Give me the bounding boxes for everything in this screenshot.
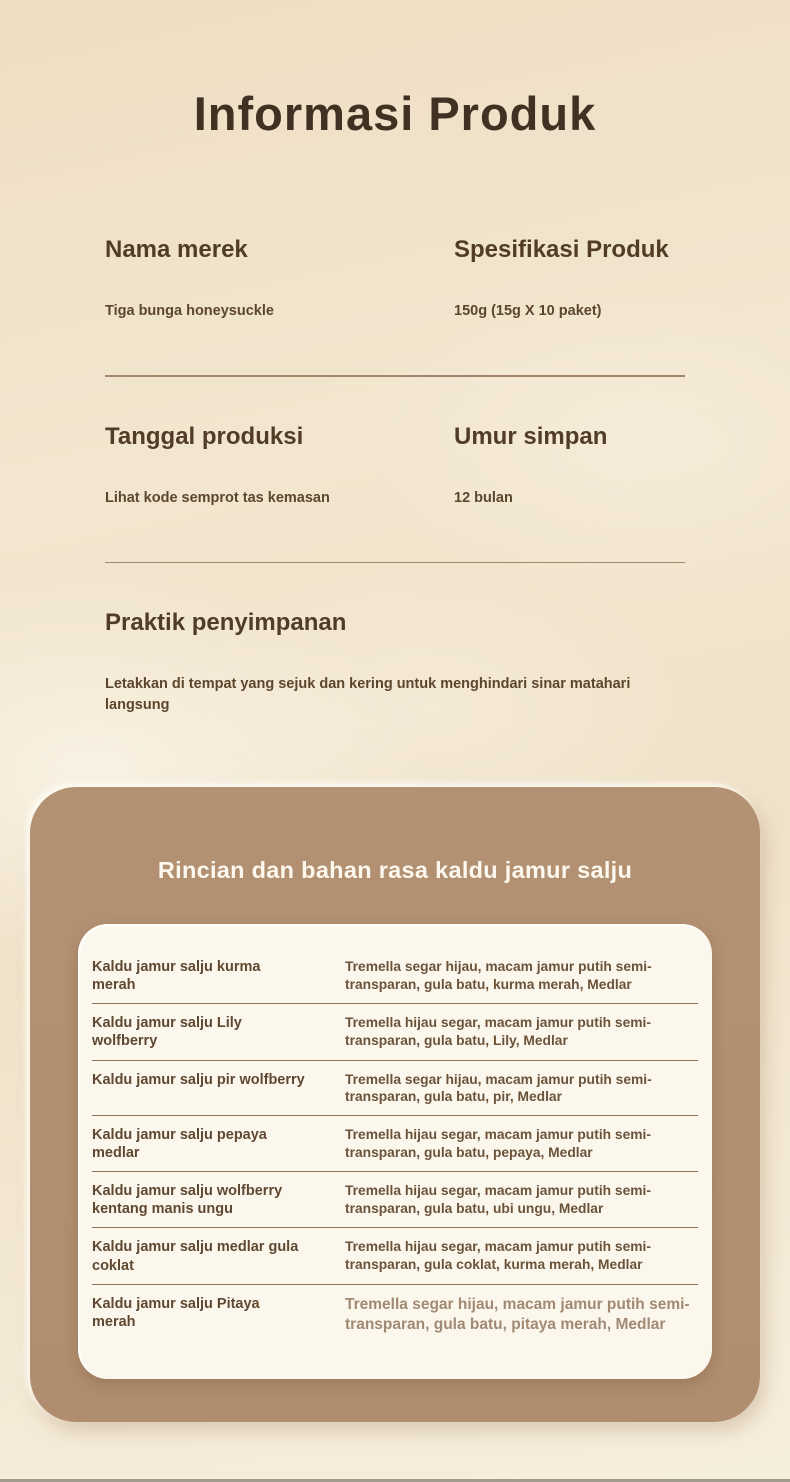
storage-label: Praktik penyimpanan xyxy=(105,609,347,637)
flavor-name: Kaldu jamur salju wolfberry kentang manis ungu xyxy=(92,1183,283,1218)
shelf-life-value: 12 bulan xyxy=(454,489,513,506)
flavor-ingredients: Tremella segar hijau, macam jamur putih semi-transparan, gula batu, pir, Medlar xyxy=(345,1071,652,1105)
brand-value: Tiga bunga honeysuckle xyxy=(105,303,274,319)
flavor-ingredients: Tremella segar hijau, macam jamur putih semi-transparan, gula batu, kurma merah, Medlar xyxy=(345,959,652,992)
flavor-card xyxy=(30,787,760,1422)
info-section xyxy=(0,236,790,716)
flavor-table xyxy=(78,924,712,1379)
flavor-ingredients: Tremella hijau segar, macam jamur putih semi-transparan, gula batu, Lily, Medlar xyxy=(345,1015,651,1048)
flavor-ingredients: Tremella hijau segar, macam jamur putih semi-transparan, gula batu, ubi ungu, Medlar xyxy=(345,1183,651,1216)
flavor-ingredients: Tremella segar hijau, macam jamur putih semi-transparan, gula batu, pitaya merah, Medlar xyxy=(345,1295,690,1333)
divider xyxy=(105,562,685,564)
production-date-value: Lihat kode semprot tas kemasan xyxy=(105,489,330,506)
flavor-name: Kaldu jamur salju pir wolfberry xyxy=(92,1071,305,1088)
field-brand xyxy=(105,236,454,322)
shelf-life-label: Umur simpan xyxy=(454,422,608,450)
field-storage xyxy=(105,609,685,716)
table-row xyxy=(92,1285,698,1344)
production-date-label: Tanggal produksi xyxy=(105,422,304,450)
field-shelf-life xyxy=(454,423,685,509)
table-row xyxy=(92,1116,698,1172)
table-row xyxy=(92,1228,698,1284)
divider xyxy=(105,375,685,377)
specification-value: 150g (15g X 10 paket) xyxy=(454,303,602,319)
page-title: Informasi Produk xyxy=(193,87,597,140)
field-production-date xyxy=(105,423,454,509)
flavor-name: Kaldu jamur salju medlar gula coklat xyxy=(92,1239,299,1274)
table-row xyxy=(92,1172,698,1228)
flavor-ingredients: Tremella hijau segar, macam jamur putih semi-transparan, gula coklat, kurma merah, Medlar xyxy=(345,1239,651,1273)
table-row xyxy=(92,1004,698,1060)
storage-value: Letakkan di tempat yang sejuk dan kering untuk menghindari sinar matahari langsung xyxy=(105,676,631,714)
field-specification xyxy=(454,236,685,322)
flavor-card-title: Rincian dan bahan rasa kaldu jamur salju xyxy=(157,857,633,884)
specification-label: Spesifikasi Produk xyxy=(454,236,669,263)
flavor-name: Kaldu jamur salju Pitaya merah xyxy=(92,1295,260,1330)
flavor-name: Kaldu jamur salju kurma merah xyxy=(92,959,261,994)
table-row xyxy=(92,1061,698,1116)
table-row xyxy=(92,948,698,1004)
flavor-name: Kaldu jamur salju Lily wolfberry xyxy=(92,1015,242,1050)
info-row-brand-spec xyxy=(105,236,685,322)
flavor-name: Kaldu jamur salju pepaya medlar xyxy=(92,1126,267,1161)
flavor-ingredients: Tremella hijau segar, macam jamur putih semi-transparan, gula batu, pepaya, Medlar xyxy=(345,1126,651,1160)
brand-label: Nama merek xyxy=(105,236,248,263)
info-row-date-shelf xyxy=(105,423,685,509)
